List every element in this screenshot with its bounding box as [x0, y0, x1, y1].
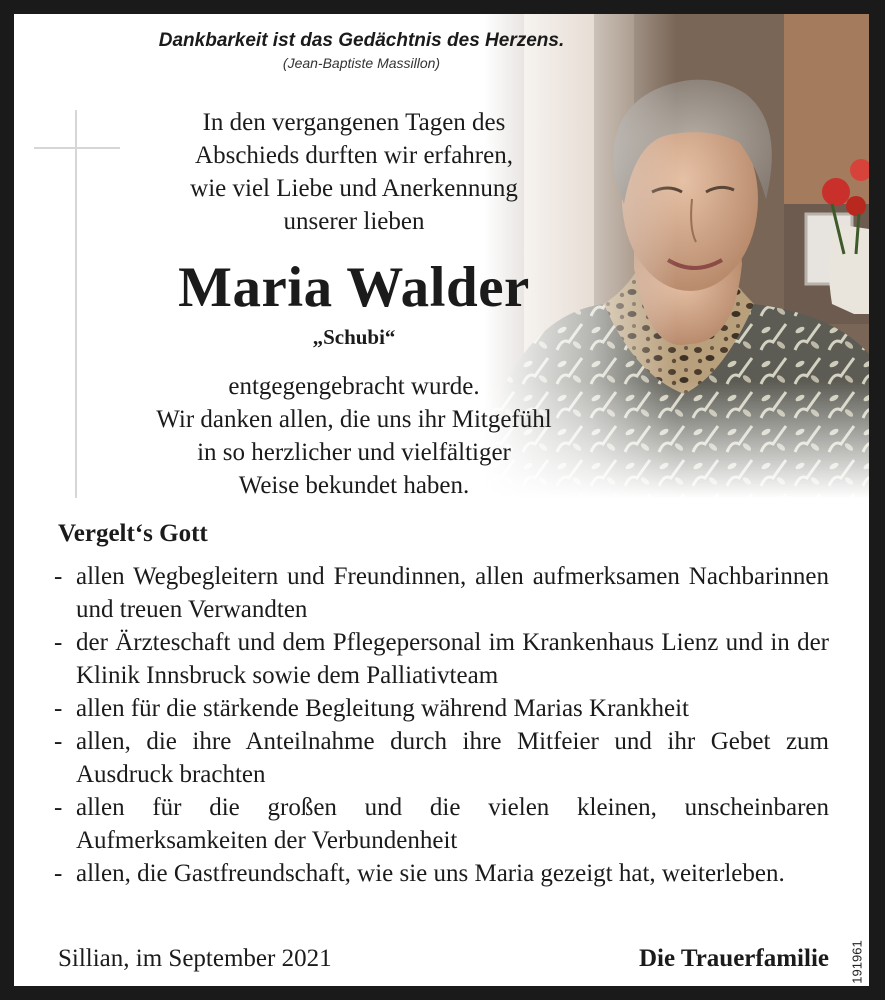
- list-item-text: allen für die stärkende Begleitung während Marias Krankheit: [76, 695, 689, 722]
- list-item-text: der Ärzteschaft und dem Pflegepersonal im Krankenhaus Lienz und in der Klinik Innsbruck sowie dem Palliativteam: [76, 629, 829, 689]
- list-item: [54, 692, 829, 725]
- intro-line: In den vergangenen Tagen des: [202, 109, 506, 136]
- quote-block: [134, 29, 589, 73]
- list-item-text: allen Wegbegleitern und Freundinnen, allen aufmerksamen Nachbarinnen und treuen Verwandten: [76, 563, 829, 623]
- list-item-text: allen für die großen und die vielen kleinen, unscheinbaren Aufmerksamkeiten der Verbundenheit: [76, 794, 829, 854]
- place-date: Sillian, im September 2021: [58, 945, 332, 972]
- deceased-name: Maria Walder: [178, 256, 530, 319]
- intro-line: Abschieds durften wir erfahren,: [195, 142, 513, 169]
- deceased-nickname: „Schubi“: [312, 325, 396, 349]
- message-text: [114, 370, 594, 502]
- quote-author: (Jean-Baptiste Massillon): [282, 55, 441, 71]
- ad-number-text: 191961: [849, 940, 865, 984]
- cross-symbol-vertical: [75, 110, 77, 498]
- list-bullet: -: [54, 695, 63, 722]
- quote-text: Dankbarkeit ist das Gedächtnis des Herzens.: [158, 30, 565, 51]
- list-item: [54, 560, 829, 626]
- list-bullet: -: [54, 794, 63, 821]
- message-line: Weise bekundet haben.: [238, 472, 470, 499]
- ad-number: [845, 939, 869, 985]
- message-line: entgegengebracht wurde.: [228, 373, 480, 400]
- list-item-text: allen, die Gastfreundschaft, wie sie uns Maria gezeigt hat, weiterleben.: [76, 860, 785, 887]
- list-item: [54, 857, 829, 890]
- message-line: Wir danken allen, die uns ihr Mitgefühl: [156, 406, 552, 433]
- list-bullet: -: [54, 728, 63, 755]
- list-item: [54, 725, 829, 791]
- intro-line: unserer lieben: [283, 208, 425, 235]
- message-line: in so herzlicher und vielfältiger: [197, 439, 511, 466]
- list-bullet: -: [54, 563, 63, 590]
- list-bullet: -: [54, 860, 63, 887]
- list-item: [54, 626, 829, 692]
- signature: Die Trauerfamilie: [639, 945, 829, 972]
- intro-text: [114, 106, 594, 238]
- thanks-list: [54, 560, 829, 890]
- list-item: [54, 791, 829, 857]
- list-bullet: -: [54, 629, 63, 656]
- list-item-text: allen, die ihre Anteilnahme durch ihre Mitfeier und ihr Gebet zum Ausdruck brachten: [76, 728, 829, 788]
- cross-symbol-horizontal: [34, 147, 120, 149]
- thanks-heading: Vergelt‘s Gott: [58, 520, 208, 547]
- intro-line: wie viel Liebe und Anerkennung: [190, 175, 518, 202]
- obituary-card: [14, 14, 869, 986]
